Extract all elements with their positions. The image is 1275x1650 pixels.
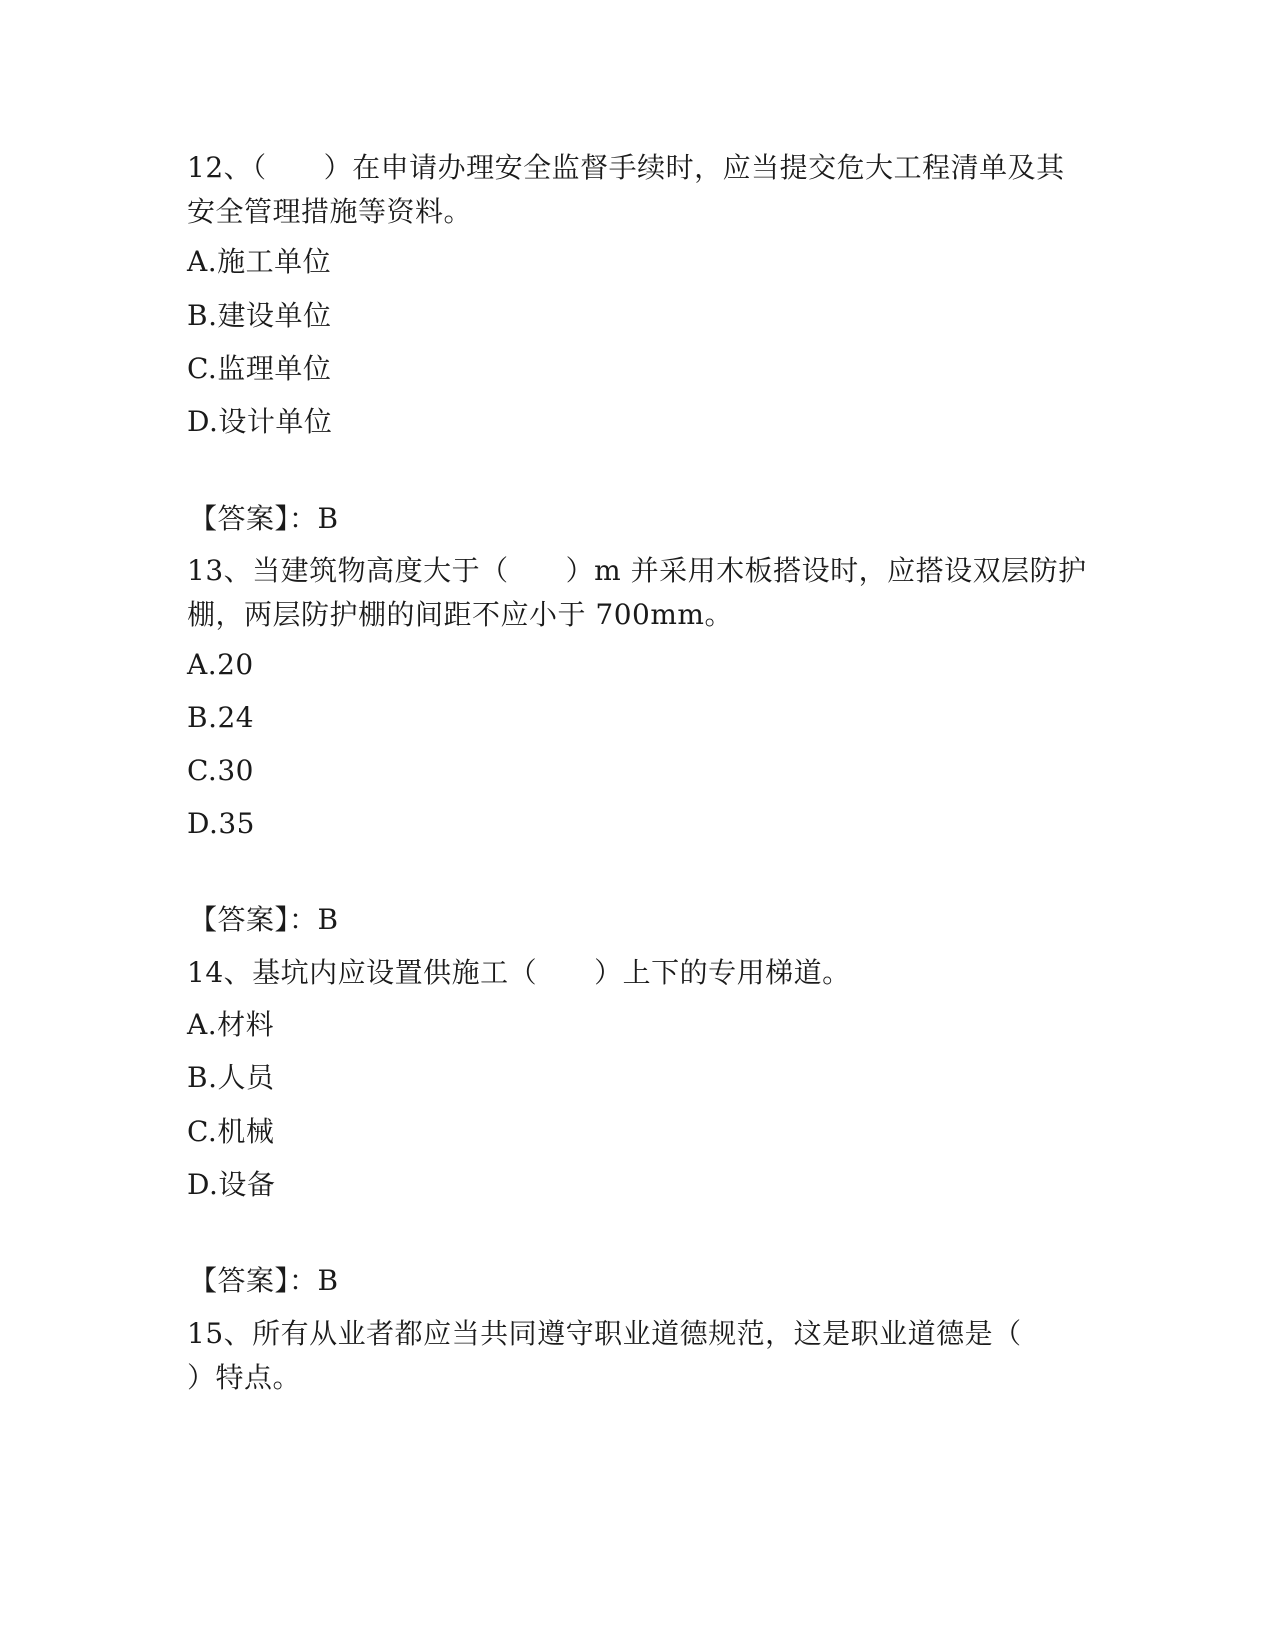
question-15-text-line-1: 15、所有从业者都应当共同遵守职业道德规范，这是职业道德是（ (187, 1317, 1022, 1350)
question-13-text-line-1: 13、当建筑物高度大于（ ）m 并采用木板搭设时，应搭设双层防护 (187, 554, 1087, 587)
question-12-answer: 【答案】：B (189, 502, 339, 535)
question-15-text-line-2: ）特点。 (187, 1361, 302, 1394)
question-14-answer: 【答案】：B (189, 1264, 339, 1297)
question-12-text-line-1: 12、（ ）在申请办理安全监督手续时，应当提交危大工程清单及其 (187, 151, 1065, 184)
question-13-text-line-2: 棚，两层防护棚的间距不应小于 700mm。 (187, 598, 733, 631)
question-14-option-a: A.材料 (187, 1008, 275, 1041)
question-13-option-d: D.35 (187, 807, 255, 840)
question-13-option-b: B.24 (187, 701, 255, 734)
question-12-option-a: A.施工单位 (187, 245, 332, 278)
question-14-text-line-1: 14、基坑内应设置供施工（ ）上下的专用梯道。 (187, 956, 851, 989)
question-13-option-c: C.30 (187, 754, 254, 787)
question-14-option-d: D.设备 (187, 1168, 276, 1201)
question-14-option-c: C.机械 (187, 1115, 275, 1148)
question-12-option-d: D.设计单位 (187, 405, 333, 438)
question-13-answer: 【答案】：B (189, 903, 339, 936)
question-14-option-b: B.人员 (187, 1061, 275, 1094)
question-12-text-line-2: 安全管理措施等资料。 (187, 195, 473, 228)
question-13-option-a: A.20 (187, 648, 254, 681)
question-12-option-c: C.监理单位 (187, 352, 332, 385)
question-12-option-b: B.建设单位 (187, 299, 332, 332)
